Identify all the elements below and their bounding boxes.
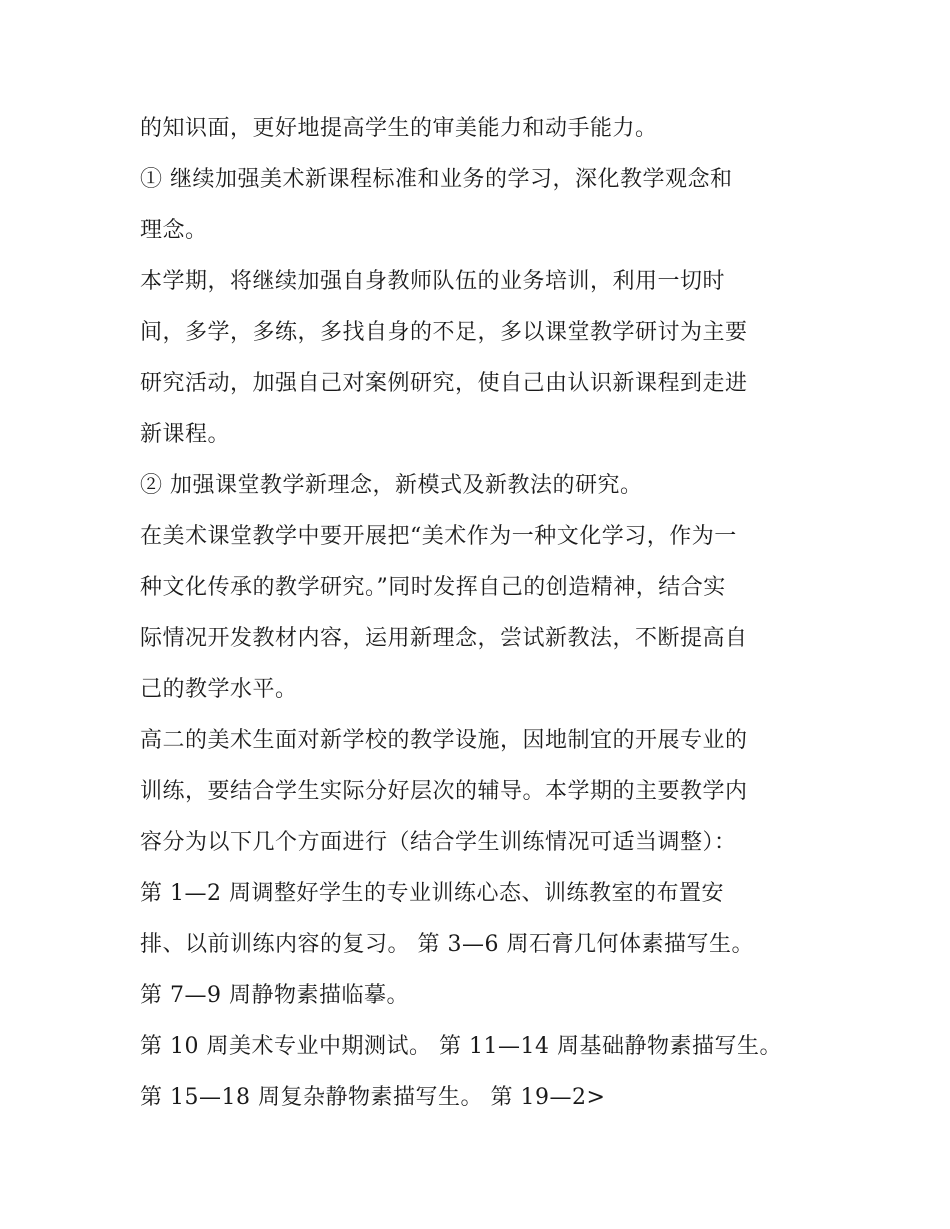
text-line: 己的教学水平。 [140,677,298,702]
text-line: 高二的美术生面对新学校的教学设施，因地制宜的开展专业的 [140,728,748,753]
text-line: 在美术课堂教学中要开展把“美术作为一种文化学习，作为一 [140,524,737,549]
text-line: 新课程。 [140,422,231,447]
text-line: 际情况开发教材内容，运用新理念，尝试新教法，不断提高自 [140,626,748,651]
text-line: 排、以前训练内容的复习。 第 3—6 周石膏几何体素描写生。 [140,932,754,957]
text-line: 理念。 [140,218,208,243]
text-line: 容分为以下几个方面进行（结合学生训练情况可适当调整）： [140,830,737,855]
text-line: 第 1—2 周调整好学生的专业训练心态、训练教室的布置安 [140,881,724,906]
text-line: 训练，要结合学生实际分好层次的辅导。本学期的主要教学内 [140,779,748,804]
text-line: 第 10 周美术专业中期测试。 第 11—14 周基础静物素描写生。 [140,1034,782,1059]
document-body [140,103,820,1123]
text-line: ① 继续加强美术新课程标准和业务的学习，深化教学观念和 [140,167,733,192]
text-line: ② 加强课堂教学新理念，新模式及新教法的研究。 [140,473,643,498]
text-line: 第 15—18 周复杂静物素描写生。 第 19—2> [140,1085,606,1110]
text-line: 本学期，将继续加强自身教师队伍的业务培训，利用一切时 [140,269,726,294]
text-line: 种文化传承的教学研究。”同时发挥自己的创造精神，结合实 [140,575,726,600]
text-line: 研究活动，加强自己对案例研究，使自己由认识新课程到走进 [140,371,748,396]
text-line: 间，多学，多练，多找自身的不足，多以课堂教学研讨为主要 [140,320,748,345]
text-line: 第 7—9 周静物素描临摹。 [140,983,409,1008]
text-line: 的知识面，更好地提高学生的审美能力和动手能力。 [140,116,658,141]
